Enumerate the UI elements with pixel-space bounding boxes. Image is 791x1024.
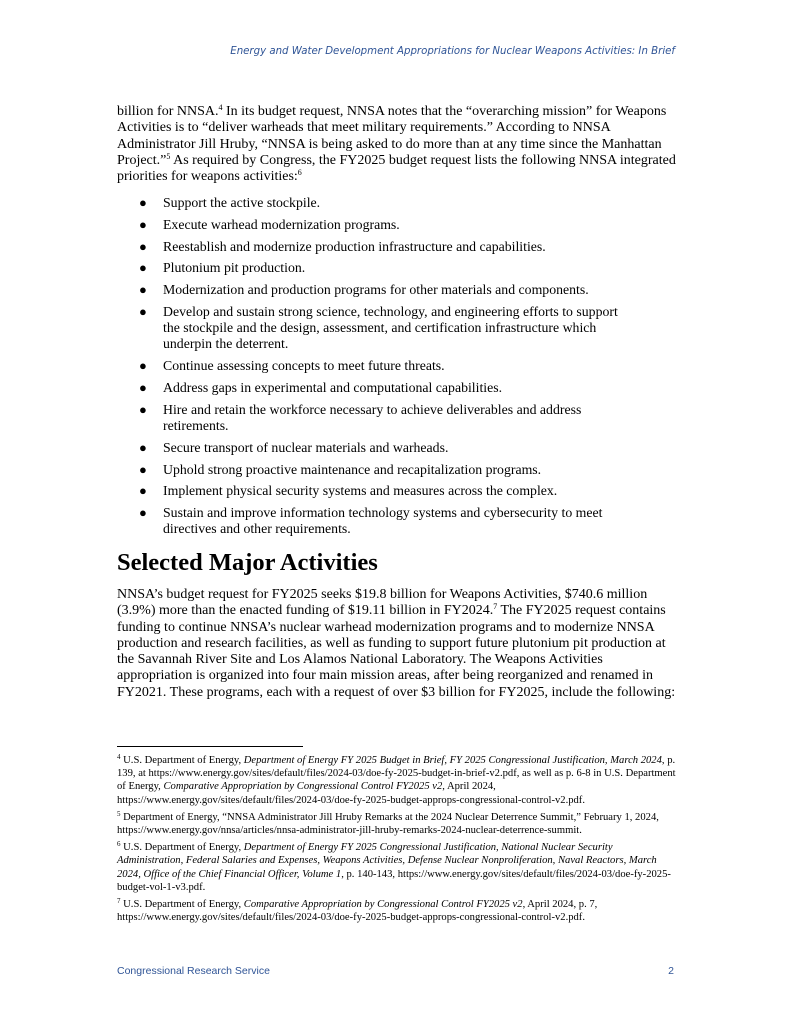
list-item: ● Develop and sustain strong science, technology, and engineering efforts to support the stockpile and the design, assessment, and certification infrastructure which underpin the deterrent. (139, 303, 618, 352)
bullet-icon: ● (139, 505, 147, 521)
footnote-ref-4[interactable]: 4 (218, 103, 223, 112)
footnote-4: $^4$ U.S. Department of Energy, Department of Energy FY 2025 Budget in Brief, FY 2025 Congressional Justification, March 2024, p. 139, at https://www.energy.gov/sites/default/files/2024-03/doe-fy-2025-budget-in-brief-v2.pdf, as well as p. 6-8 in U.S. Department of Energy, Comparative Appropriation by Congressional Control FY2025 v2, April 2024, https://www.energy.gov/sites/default/files/2024-03/doe-fy-2025-budget-approps-congressional-control-v2.pdf. (117, 753, 676, 806)
footnote-7: $^7$ U.S. Department of Energy, Comparative Appropriation by Congressional Control FY2025 v2, April 2024, p. 7, https://www.energy.gov/sites/default/files/2024-03/doe-fy-2025-budget-approps-congressional-control-v2.pdf. (117, 897, 598, 924)
running-footer (117, 965, 674, 977)
bullet-icon: ● (139, 379, 147, 395)
list-item: ● Sustain and improve information technology systems and cybersecurity to meet directives and other requirements. (139, 505, 603, 537)
priorities-list (117, 195, 637, 543)
bullet-icon: ● (139, 401, 147, 417)
bullet-icon: ● (139, 195, 147, 210)
list-item: ● Reestablish and modernize production infrastructure and capabilities. (139, 238, 546, 254)
footnote-5: $^5$ Department of Energy, “NNSA Administrator Jill Hruby Remarks at the 2024 Nuclear Deterrence Summit,” February 1, 2024, https://www.energy.gov/nnsa/articles/nnsa-administrator-jill-hruby-remarks-2024-nuclear-deterrence-summit. (117, 809, 659, 837)
list-item: ● Execute warhead modernization programs. (139, 216, 400, 232)
list-item: ● Support the active stockpile. (139, 195, 321, 210)
section-heading: Selected Major Activities (117, 549, 378, 576)
list-item: ● Hire and retain the workforce necessary to achieve deliverables and address retirements. (139, 401, 582, 433)
bullet-icon: ● (139, 483, 147, 499)
bullet-icon: ● (139, 260, 147, 276)
bullet-icon: ● (139, 358, 147, 374)
bullet-icon: ● (139, 282, 147, 298)
bullet-icon: ● (139, 439, 147, 455)
footnote-ref-6[interactable]: 6 (297, 168, 302, 178)
footnote-6: $^6$ U.S. Department of Energy, Department of Energy FY 2025 Congressional Justification, National Nuclear Security Administration, Federal Salaries and Expenses, Weapons Activities, Defense Nuclear Nonproliferation, Naval Reactors, March 2024, Office of the Chief Financial Officer, Volume 1, p. 140-143, https://www.energy.gov/sites/default/files/2024-03/doe-fy-2025-budget-vol-1-v3.pdf. (117, 840, 671, 893)
section-paragraph: NNSA’s budget request for FY2025 seeks $19.8 billion for Weapons Activities, $740.6 million (3.9%) more than the enacted funding of $19.11 billion in FY2024.$^7$ The FY2025 request contains funding to continue NNSA’s nuclear warhead modernization programs and to modernize NNSA production and research facilities, as well as funding to support future plutonium pit production at the Savannah River Site and Los Alamos National Laboratory. The Weapons Activities appropriation is organized into four main mission areas, after being reorganized and renamed in FY2021. These programs, each with a request of over $3 billion for FY2025, include the following: (117, 587, 676, 700)
page-number: 2 (668, 965, 674, 977)
footnote-ref-7[interactable]: 7 (493, 602, 498, 612)
bullet-icon: ● (139, 216, 147, 232)
list-item: ● Implement physical security systems and measures across the complex. (139, 483, 558, 499)
list-item: ● Modernization and production programs for other materials and components. (139, 282, 589, 298)
footnote-divider (117, 746, 303, 747)
footnotes (117, 754, 677, 928)
running-header: Energy and Water Development Appropriations for Nuclear Weapons Activities: In Brief (230, 46, 675, 57)
list-item: ● Address gaps in experimental and computational capabilities. (139, 379, 503, 395)
list-item: ● Continue assessing concepts to meet future threats. (139, 358, 445, 374)
intro-paragraph: billion for NNSA.$^4$ In its budget request, NNSA notes that the “overarching mission” for Weapons Activities is to “deliver warheads that meet military requirements.” According to NNSA Administrator Jill Hruby, “NNSA is being asked to do more than at any time since the Manhattan Project.”$^5$ As required by Congress, the FY2025 budget request lists the following NNSA integrated priorities for weapons activities:$^6$ (117, 103, 676, 185)
bullet-icon: ● (139, 461, 147, 477)
footnote-ref-5[interactable]: 5 (166, 151, 171, 161)
bullet-icon: ● (139, 238, 147, 254)
list-item: ● Secure transport of nuclear materials and warheads. (139, 439, 449, 455)
bullet-icon: ● (139, 303, 147, 319)
footer-org: Congressional Research Service (117, 965, 270, 977)
list-item: ● Uphold strong proactive maintenance and recapitalization programs. (139, 461, 542, 477)
list-item: ● Plutonium pit production. (139, 260, 306, 276)
